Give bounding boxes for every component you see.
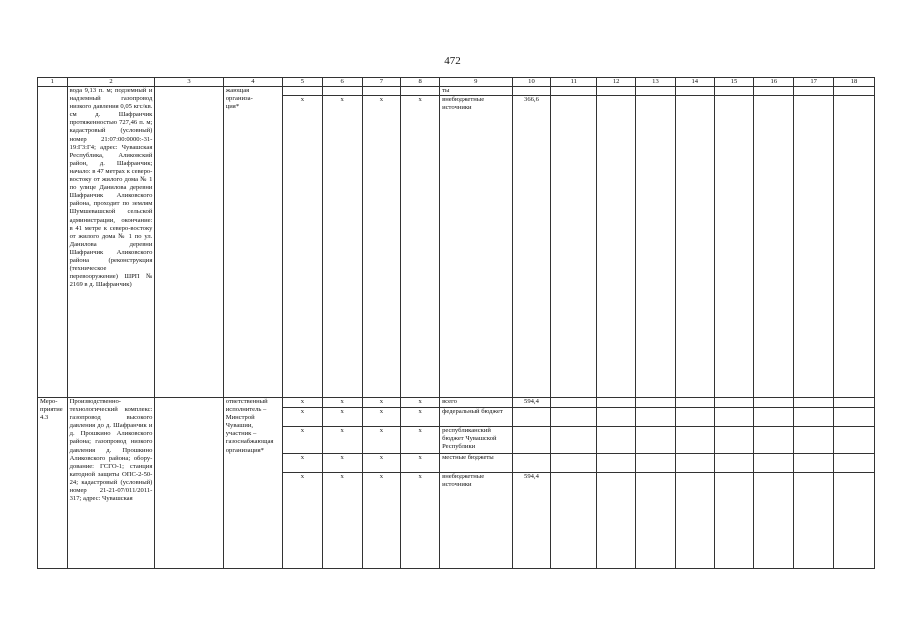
- column-header: 10: [512, 78, 551, 87]
- column-header: 5: [282, 78, 322, 87]
- page-number: 472: [444, 55, 461, 67]
- budget-code-cell: x: [322, 454, 362, 473]
- column-header: 14: [675, 78, 714, 87]
- funding-source: республиканский бюджет Чувашской Республики: [440, 427, 512, 454]
- amount-cell: [512, 87, 551, 96]
- budget-code-cell: x: [401, 408, 440, 427]
- budget-code-cell: x: [362, 473, 401, 491]
- amount-cell: [512, 427, 551, 454]
- column-header: 11: [551, 78, 597, 87]
- amount-cell: [512, 454, 551, 473]
- funding-source: местные бюджеты: [440, 454, 512, 473]
- column-header: 3: [155, 78, 223, 87]
- budget-code-cell: x: [282, 408, 322, 427]
- funding-source: внебюджетные источники: [440, 96, 512, 114]
- column-header: 17: [794, 78, 834, 87]
- column-number-row: [38, 78, 875, 87]
- column-header: 1: [38, 78, 68, 87]
- column-header: 12: [597, 78, 636, 87]
- executor-line: ция*: [225, 103, 240, 111]
- budget-code-cell: x: [362, 454, 401, 473]
- funding-source: ты: [440, 87, 512, 96]
- object-description: Производственно-технологический комплекс: газопровод высокого давления до д. Шафранчик и д. Прошкино Аликовского района; газопровод низкого давления д. Прошкино Аликовского района; оборудование: ГСГО-1; станция катодной защиты ОПС-2-50-24; кадастровый (условный) номер 21-21-07/011/2011-317; адрес: Чувашская: [67, 398, 155, 569]
- budget-code-cell: x: [322, 96, 362, 114]
- budget-code-cell: x: [322, 408, 362, 427]
- budget-code-cell: [322, 87, 362, 96]
- column-header: 8: [401, 78, 440, 87]
- executor-line: жающая: [225, 87, 250, 94]
- executor-line: организа-: [225, 95, 253, 103]
- budget-code-cell: x: [322, 473, 362, 491]
- budget-code-cell: x: [362, 96, 401, 114]
- column-header: 18: [834, 78, 875, 87]
- budget-code-cell: x: [282, 473, 322, 491]
- budget-code-cell: x: [322, 427, 362, 454]
- budget-code-cell: x: [282, 427, 322, 454]
- table-row: [38, 87, 875, 96]
- budget-code-cell: x: [322, 398, 362, 408]
- budget-code-cell: x: [401, 96, 440, 114]
- budget-code-cell: [282, 87, 322, 96]
- executor-cell: [223, 87, 282, 398]
- column-header: 6: [322, 78, 362, 87]
- table-row: [38, 398, 875, 408]
- measure-label: Мероприятие 4.3: [38, 398, 68, 569]
- budget-code-cell: x: [362, 408, 401, 427]
- budget-code-cell: x: [362, 398, 401, 408]
- amount-cell: 366,6: [512, 96, 551, 114]
- budget-code-cell: x: [401, 427, 440, 454]
- deadline-cell: [155, 398, 223, 569]
- budget-code-cell: x: [401, 473, 440, 491]
- budget-code-cell: x: [401, 398, 440, 408]
- object-description: вода 9,13 п. м; подземный и надземный газопровод низкого давления 0,05 кгс/кв. см д. Шафранчик протяженностью 727,46 п. м; кадастровый (условный) номер 21:07:00:0000:-31-19:Г3:Г4; адрес: Чувашская Республика, Аликовский район, д. Шафранчик; начало: в 47 метрах к северо-востоку от жилого дома № 1 по улице Данилова деревни Шафранчик Аликовского района, проходит по землям Шумшевашской сельской администрации, окончание: в 41 метре к северо-востоку от жилого дома № 1 по ул. Данилова деревни Шафранчик Аликовского района (реконструкция (техническое перевооружение) ШРП № 2169 в д. Шафранчик): [67, 87, 155, 398]
- column-header: 15: [714, 78, 754, 87]
- column-header: 7: [362, 78, 401, 87]
- column-header: 4: [223, 78, 282, 87]
- funding-source: федеральный бюджет: [440, 408, 512, 427]
- deadline-cell: [155, 87, 223, 398]
- budget-code-cell: x: [282, 96, 322, 114]
- budget-code-cell: [362, 87, 401, 96]
- funding-source: всего: [440, 398, 512, 408]
- amount-cell: 594,4: [512, 473, 551, 491]
- budget-code-cell: x: [282, 454, 322, 473]
- column-header: 2: [67, 78, 155, 87]
- measure-cell: [38, 87, 68, 398]
- executor-cell: ответственный исполнитель – Минстрой Чувашии, участник – газоснабжающая организация*: [223, 398, 282, 569]
- budget-code-cell: x: [362, 427, 401, 454]
- amount-cell: 594,4: [512, 398, 551, 408]
- funding-source: внебюджетные источники: [440, 473, 512, 491]
- budget-code-cell: [401, 87, 440, 96]
- column-header: 13: [636, 78, 676, 87]
- program-table: [37, 77, 875, 569]
- budget-code-cell: x: [282, 398, 322, 408]
- budget-code-cell: x: [401, 454, 440, 473]
- amount-cell: [512, 408, 551, 427]
- column-header: 9: [440, 78, 512, 87]
- column-header: 16: [754, 78, 794, 87]
